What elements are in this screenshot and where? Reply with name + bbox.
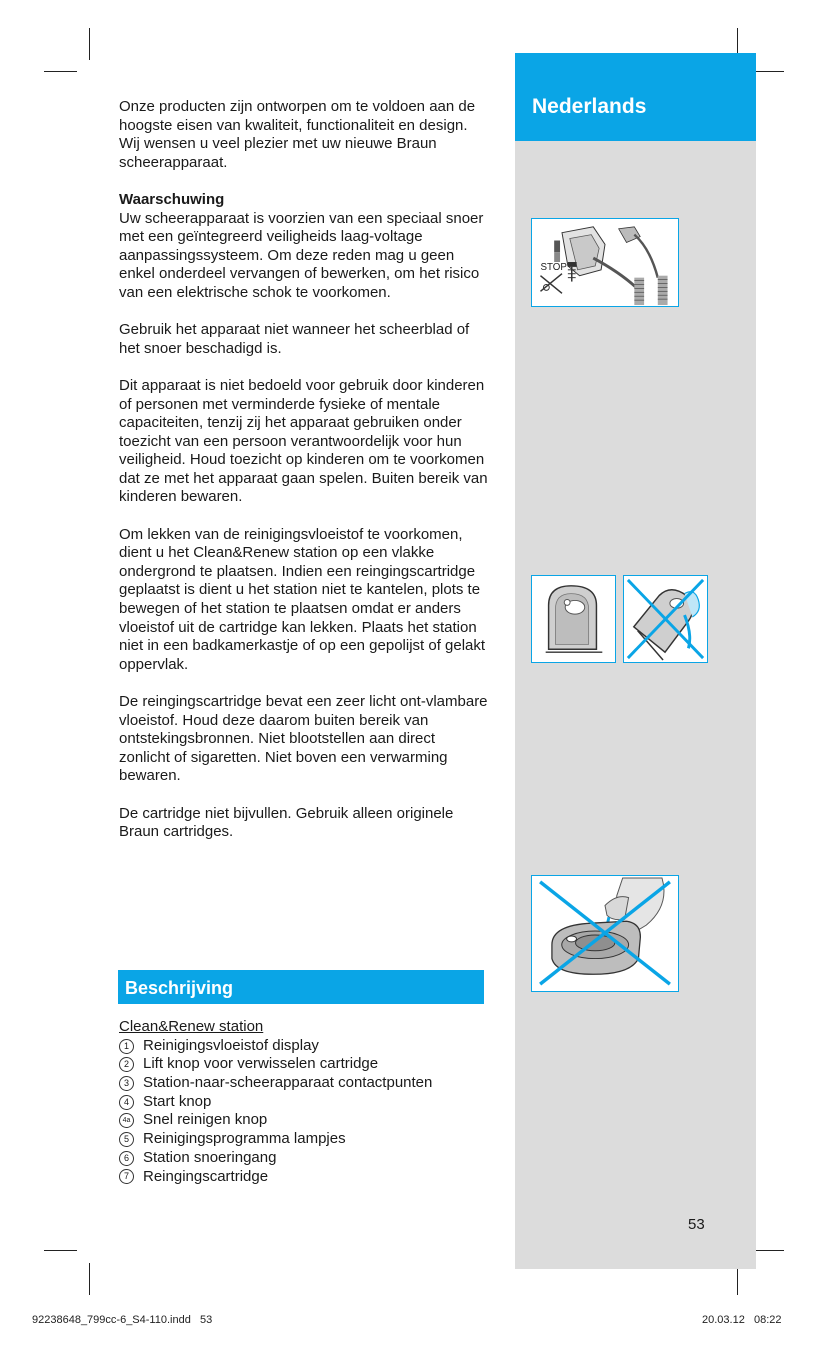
plug-illustration xyxy=(532,219,678,306)
item-number: 3 xyxy=(119,1076,134,1091)
item-label: Station snoeringang xyxy=(143,1148,277,1166)
warning-paragraph: Om lekken van de reinigingsvloeistof te voorkomen, dient u het Clean&Renew station op een vlakke ondergrond te plaatsen. Indien een reingingscartridge geplaatst is dient u het station niet te kantelen, plots te bewegen of het station te plaatsen omdat er anders vloeistof uit de cartridge kan lekken. Plaats het station niet in een badkamerkastje of op een gepolijst of gelakt oppervlak. xyxy=(119,525,486,673)
item-number: 7 xyxy=(119,1169,134,1184)
language-title: Nederlands xyxy=(532,95,647,118)
crop-mark xyxy=(44,71,77,72)
list-item xyxy=(119,1149,489,1168)
item-number: 4a xyxy=(119,1113,134,1128)
item-label: Lift knop voor verwisselen cartridge xyxy=(143,1055,379,1073)
stop-label: STOP xyxy=(540,261,567,273)
warning-paragraph: Dit apparaat is niet bedoeld voor gebruik door kinderen of personen met verminderde fysieke of mentale capaciteiten, tenzij zij het apparaat gebruiken onder toezicht van een persoon verantwoordelijk voor hun veiligheid. Houd toezicht op kinderen om te voorkomen dat ze met het apparaat gaan spelen. Buiten bereik van kinderen bewaren. xyxy=(119,376,488,506)
item-number: 4 xyxy=(119,1095,134,1110)
figure-no-refill xyxy=(531,875,679,992)
list-item xyxy=(119,1055,489,1074)
warning-block xyxy=(119,191,489,303)
page-number: 53 xyxy=(688,1216,705,1233)
list-item xyxy=(119,1093,489,1112)
item-label: Reinigingsvloeistof display xyxy=(143,1036,319,1054)
figure-station-upright xyxy=(531,575,616,663)
list-item xyxy=(119,1037,489,1056)
item-number: 5 xyxy=(119,1132,134,1147)
item-number: 1 xyxy=(119,1039,134,1054)
list-item xyxy=(119,1168,489,1187)
item-label: Snel reinigen knop xyxy=(143,1111,268,1129)
crop-mark xyxy=(89,1263,90,1295)
warning-title: Waarschuwing xyxy=(119,190,225,208)
station-tilted-illustration xyxy=(624,576,707,662)
item-label: Reinigingsprogramma lampjes xyxy=(143,1130,346,1148)
refill-illustration xyxy=(532,876,678,991)
list-item xyxy=(119,1111,489,1130)
station-illustration xyxy=(532,576,615,662)
crop-mark xyxy=(89,28,90,60)
figure-station-tilted xyxy=(623,575,708,663)
warning-paragraph: De reingingscartridge bevat een zeer licht ont-vlambare vloeistof. Houd deze daarom buiten bereik van ontstekingsbronnen. Niet blootstellen aan direct zonlicht of sigaretten. Niet boven een verwarming bewaren. xyxy=(119,693,488,785)
list-item xyxy=(119,1130,489,1149)
warning-paragraph: Uw scheerapparaat is voorzien van een speciaal snoer met een geïntegreerd veiligheids laag-voltage aanpassingssysteem. Om deze reden mag u geen enkel onderdeel vervangen of bewerken, om het risico van een elektrische schok te voorkomen. xyxy=(119,209,484,301)
item-label: Station-naar-scheerapparaat contactpunten xyxy=(143,1074,433,1092)
crop-mark xyxy=(44,1250,77,1251)
warning-paragraph: De cartridge niet bijvullen. Gebruik alleen originele Braun cartridges. xyxy=(119,804,454,841)
description-list xyxy=(119,1018,489,1186)
intro-paragraph: Onze producten zijn ontworpen om te voldoen aan de hoogste eisen van kwaliteit, functionaliteit en design. Wij wensen u veel plezier met uw nieuwe Braun scheerapparaat. xyxy=(119,98,476,171)
list-item xyxy=(119,1074,489,1093)
item-label: Reingingscartridge xyxy=(143,1167,269,1185)
warning-paragraph: Gebruik het apparaat niet wanneer het scheerblad of het snoer beschadigd is. xyxy=(119,321,470,357)
main-text xyxy=(119,98,489,860)
section-header xyxy=(118,970,484,1004)
item-label: Start knop xyxy=(143,1092,212,1110)
figure-plug-warning xyxy=(531,218,679,307)
item-number: 6 xyxy=(119,1151,134,1166)
footer-file: 92238648_799cc-6_S4-110.indd 53 xyxy=(32,1314,213,1326)
language-header xyxy=(515,53,756,141)
item-number: 2 xyxy=(119,1057,134,1072)
section-title: Beschrijving xyxy=(125,978,234,998)
footer-date: 20.03.12 08:22 xyxy=(702,1314,782,1326)
description-subtitle: Clean&Renew station xyxy=(119,1018,264,1035)
